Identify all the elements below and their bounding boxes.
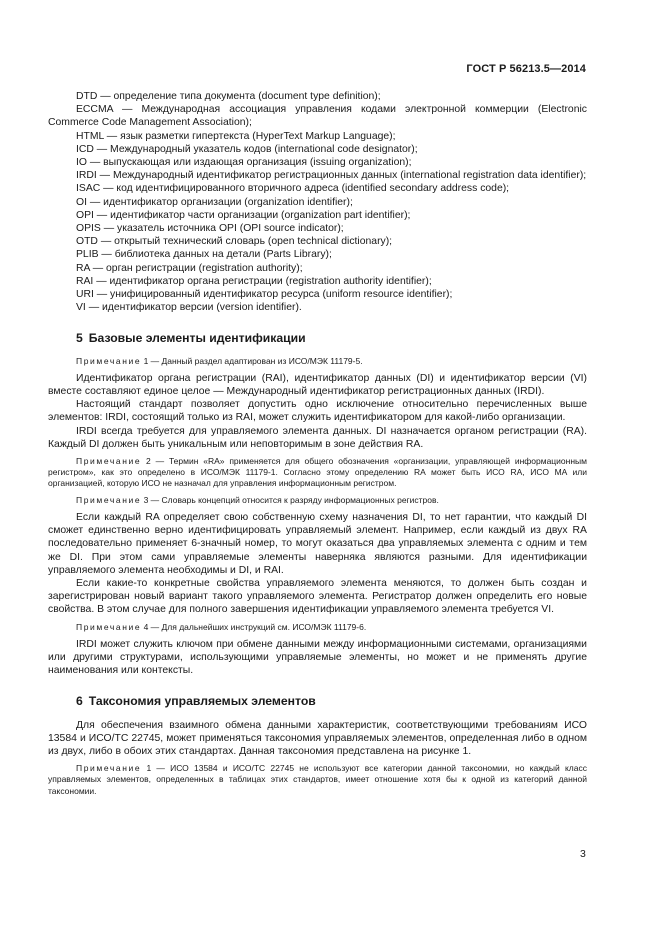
abbreviation-item: OPI — идентификатор части организации (organization part identifier); [76, 209, 411, 221]
note [48, 356, 587, 367]
paragraph: Идентификатор органа регистрации (RAI), идентификатор данных (DI) и идентификатор версии (VI) вместе составляют единое целое — Международный идентификатор регистрационных данных (IRDI). [48, 372, 587, 398]
note-label: Примечание [76, 355, 142, 366]
paragraph: IRDI всегда требуется для управляемого элемента данных. DI назначается органом регистрации (RA). Каждый DI должен быть уникальным или неповторимым в зоне действия RA. [48, 425, 587, 450]
note [48, 622, 587, 633]
note-text: 2 — Термин «RA» применяется для общего обозначения «организации, управляющей информационным регистром», как это определено в ИСО/МЭК 11179-1. Согласно этому определению RA может быть ИСО RA, ИСО MA или организацией, которую ИСО не назначал для управления информационным регистром. [48, 456, 587, 489]
section-title: Таксономия управляемых элементов [88, 694, 316, 709]
note-text: 1 — Данный раздел адаптирован из ИСО/МЭК 11179-5. [143, 355, 363, 366]
section-number: 5 [76, 331, 83, 346]
page-number: 3 [580, 848, 586, 860]
note-text: 1 — ИСО 13584 и ИСО/ТС 22745 не используют все категории данной таксономии, но каждый класс управляемых элементов, определенных в таблицах этих стандартов, имеет отношение хотя бы к одной из категорий данной таксономии. [48, 763, 587, 796]
note [48, 495, 587, 506]
paragraph: Если какие-то конкретные свойства управляемого элемента меняются, то должен быть создан и зарегистрирован новый вариант такого управляемого элемента. Регистратор должен определить его новые свойства. В этом случае для полного завершения идентификации управляемого элемента требуется VI. [48, 577, 587, 616]
abbreviation-item: OPIS — указатель источника OPI (OPI source indicator); [76, 223, 344, 235]
note-text: 4 — Для дальнейших инструкций см. ИСО/МЭК 11179-6. [143, 621, 367, 632]
note-label: Примечание [76, 456, 142, 467]
abbreviation-item: OI — идентификатор организации (organization identifier); [76, 196, 353, 208]
abbreviation-item: ISAC — код идентифицированного вторичного адреса (identified secondary address code); [76, 183, 510, 195]
abbreviation-item: IO — выпускающая или издающая организация (issuing organization); [76, 157, 412, 169]
abbreviation-item: IRDI — Международный идентификатор регистрационных данных (international registration data identifier); [76, 170, 587, 182]
abbreviation-item: HTML — язык разметки гипертекста (HyperText Markup Language); [76, 130, 396, 142]
section-title: Базовые элементы идентификации [88, 331, 306, 346]
note-label: Примечание [76, 494, 142, 505]
page-content [48, 90, 587, 802]
abbreviation-item: RA — орган регистрации (registration authority); [76, 262, 303, 274]
note-label: Примечание [76, 621, 142, 632]
abbreviation-item: RAI — идентификатор органа регистрации (registration authority identifier); [76, 275, 432, 287]
section-5-heading [48, 332, 587, 345]
standard-header: ГОСТ Р 56213.5—2014 [466, 63, 586, 75]
abbreviation-item: ECCMA — Международная ассоциация управления кодами электронной коммерции (Electronic Commerce Code Management Association); [48, 104, 587, 129]
section-6-heading [48, 695, 587, 708]
abbreviation-list [48, 90, 587, 314]
abbreviation-item: DTD — определение типа документа (document type definition); [76, 91, 381, 102]
paragraph: Если каждый RA определяет свою собственную схему назначения DI, то нет гарантии, что каждый DI сможет единственно верно идентифицировать управляемый элемент. Например, если каждый из двух RA последовательно применяет 6-значный номер, то могут оказаться два управляемых элемента с одним и тем же DI. При этом сами управляемые элементы наверняка являются разными. Для идентификации управляемого элемента необходимы и DI, и RAI. [48, 511, 587, 576]
note [48, 456, 587, 490]
paragraph: Для обеспечения взаимного обмена данными характеристик, соответствующими требованиям ИСО 13584 и ИСО/ТС 22745, может применяться таксономия управляемых элементов, определенная либо в одном из двух, либо в обоих этих стандартах. Данная таксономия представлена на рисунке 1. [48, 719, 587, 757]
abbreviation-item: ICD — Международный указатель кодов (international code designator); [76, 143, 418, 155]
abbreviation-item: URI — унифицированный идентификатор ресурса (uniform resource identifier); [76, 289, 453, 301]
paragraph: Настоящий стандарт позволяет допустить одно исключение относительно перечисленных выше элементов: IRDI, состоящий только из RAI, может служить идентификатором для какой-либо организации. [48, 399, 587, 424]
note-text: 3 — Словарь концепций относится к разряду информационных регистров. [143, 494, 439, 505]
section-number: 6 [76, 694, 83, 709]
paragraph: IRDI может служить ключом при обмене данными между информационными системами, организациями или другими структурами, использующими управляемые элементы, но может и не применять другие наименования или контексты. [48, 638, 587, 677]
note-label: Примечание [76, 763, 142, 774]
abbreviation-item: PLIB — библиотека данных на детали (Parts Library); [76, 249, 332, 261]
note [48, 763, 587, 797]
abbreviation-item: VI — идентификатор версии (version identifier). [76, 302, 302, 314]
abbreviation-item: OTD — открытый технический словарь (open technical dictionary); [76, 236, 393, 248]
